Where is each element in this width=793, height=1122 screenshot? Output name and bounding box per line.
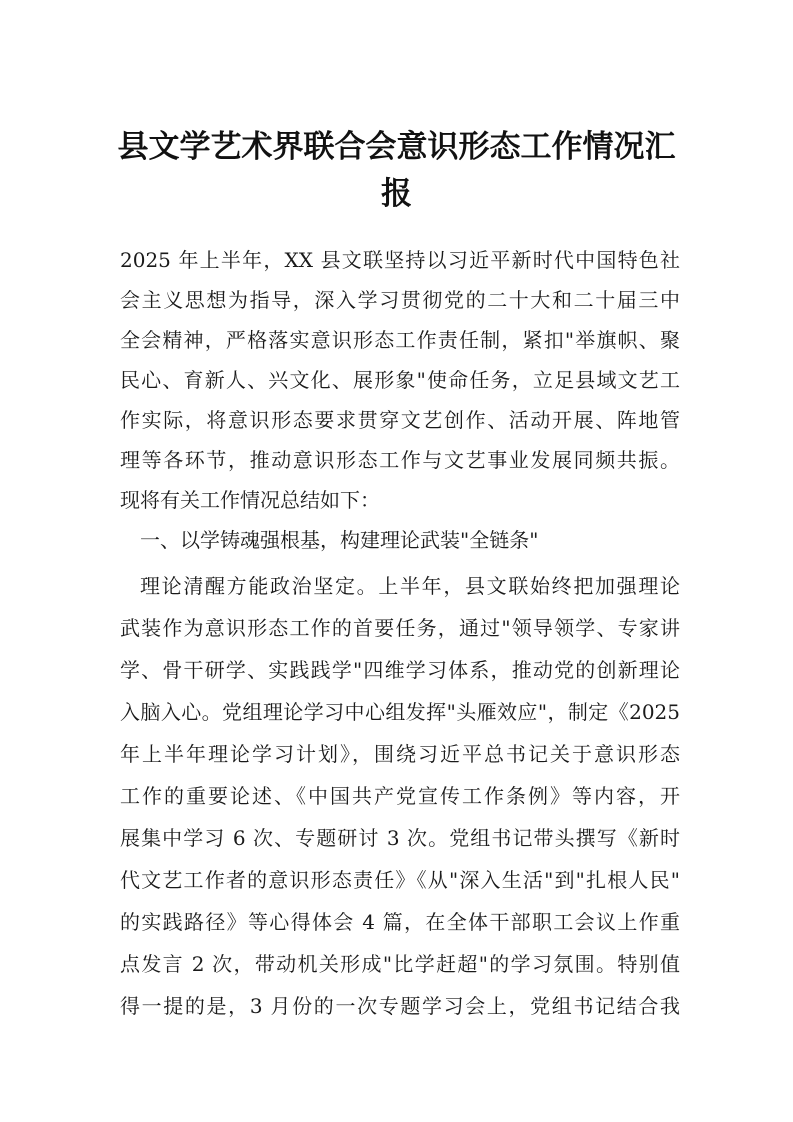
section-1-paragraph-line: 年上半年理论学习计划》，围绕习近平总书记关于意识形态 xyxy=(120,742,680,766)
section-1-paragraph-line: 入脑入心。党组理论学习中心组发挥"头雁效应"，制定《2025 xyxy=(120,700,680,724)
section-1-paragraph-line: 展集中学习 6 次、专题研讨 3 次。党组书记带头撰写《新时 xyxy=(120,826,680,850)
intro-paragraph-line: 现将有关工作情况总结如下： xyxy=(120,488,380,512)
section-1-heading: 一、以学铸魂强根基，构建理论武装"全链条" xyxy=(140,528,539,552)
document-title-line-2: 报 xyxy=(381,176,412,212)
intro-paragraph-line: 会主义思想为指导，深入学习贯彻党的二十大和二十届三中 xyxy=(120,288,680,312)
section-1-paragraph-line: 武装作为意识形态工作的首要任务，通过"领导领学、专家讲 xyxy=(120,616,680,640)
section-1-paragraph-line: 学、骨干研学、实践践学"四维学习体系，推动党的创新理论 xyxy=(120,658,680,682)
section-1-paragraph-line: 的实践路径》等心得体会 4 篇，在全体干部职工会议上作重 xyxy=(120,910,680,934)
section-1-paragraph-line: 理论清醒方能政治坚定。上半年，县文联始终把加强理论 xyxy=(140,574,680,598)
document-title-line-1: 县文学艺术界联合会意识形态工作情况汇 xyxy=(117,129,676,165)
intro-paragraph-line: 全会精神，严格落实意识形态工作责任制，紧扣"举旗帜、聚 xyxy=(120,328,680,352)
intro-paragraph-line: 作实际，将意识形态要求贯穿文艺创作、活动开展、阵地管 xyxy=(120,408,680,432)
section-1-paragraph-line: 点发言 2 次，带动机关形成"比学赶超"的学习氛围。特别值 xyxy=(120,952,680,976)
section-1-paragraph-line: 代文艺工作者的意识形态责任》《从"深入生活"到"扎根人民" xyxy=(120,868,680,892)
intro-paragraph-line: 2025 年上半年，XX 县文联坚持以习近平新时代中国特色社 xyxy=(120,248,680,272)
section-1-paragraph-line: 得一提的是，3 月份的一次专题学习会上，党组书记结合我 xyxy=(120,994,680,1018)
section-1-paragraph-line: 工作的重要论述、《中国共产党宣传工作条例》等内容，开 xyxy=(120,784,680,808)
intro-paragraph-line: 理等各环节，推动意识形态工作与文艺事业发展同频共振。 xyxy=(120,448,680,472)
intro-paragraph-line: 民心、育新人、兴文化、展形象"使命任务，立足县域文艺工 xyxy=(120,368,680,392)
